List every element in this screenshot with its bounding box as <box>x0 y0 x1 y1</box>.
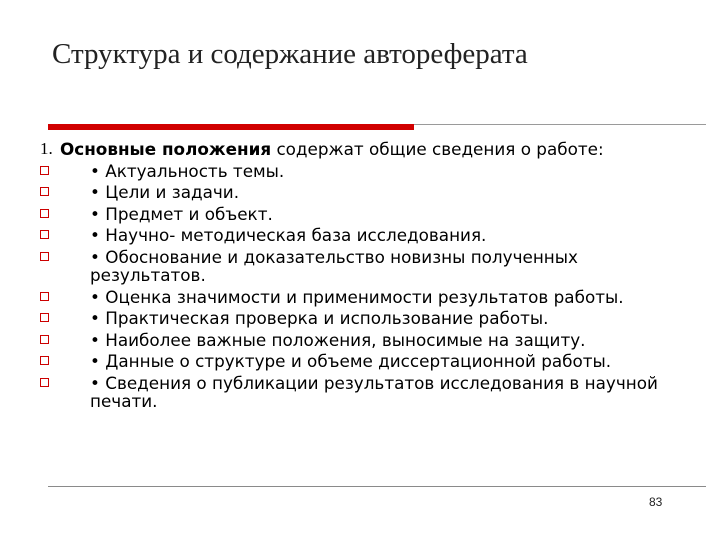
intro-rest: содержат общие сведения о работе: <box>271 139 604 159</box>
list-item <box>40 183 680 202</box>
intro-number: 1. <box>40 139 53 158</box>
square-bullet-icon <box>40 335 49 344</box>
square-bullet-icon <box>40 313 49 322</box>
square-bullet-icon <box>40 356 49 365</box>
square-bullet-icon <box>40 378 49 387</box>
list-item <box>40 205 680 224</box>
list-item <box>40 309 680 328</box>
list-item <box>40 288 680 307</box>
list-item <box>40 374 680 411</box>
square-bullet-icon <box>40 209 49 218</box>
footer-divider <box>48 486 706 487</box>
slide-body <box>40 140 680 411</box>
intro-bold: Основные положения <box>60 139 272 159</box>
list-item-text: • Предмет и объект. <box>90 203 273 224</box>
page-number: 83 <box>649 495 663 509</box>
intro-text <box>60 140 620 159</box>
list-item-text: • Наиболее важные положения, выносимые на защиту. <box>90 329 586 350</box>
list-item <box>40 248 680 285</box>
square-bullet-icon <box>40 292 49 301</box>
list-item-text: • Актуальность темы. <box>90 160 285 181</box>
list-item-text: • Оценка значимости и применимости результатов работы. <box>90 286 624 307</box>
intro-paragraph <box>40 140 680 159</box>
square-bullet-icon <box>40 187 49 196</box>
list-item-text: • Цели и задачи. <box>90 182 240 202</box>
list-item <box>40 352 680 371</box>
list-item <box>40 331 680 350</box>
list-item <box>40 226 680 245</box>
square-bullet-icon <box>40 230 49 239</box>
list-item <box>40 162 680 181</box>
list-item-text: • Практическая проверка и использование работы. <box>90 308 549 328</box>
list-item-text: • Обоснование и доказательство новизны полученных результатов. <box>90 246 578 285</box>
square-bullet-icon <box>40 166 49 175</box>
title-accent-bar <box>48 124 414 130</box>
list-item-text: • Научно- методическая база исследования. <box>90 225 487 245</box>
square-bullet-icon <box>40 252 49 261</box>
list-item-text: • Данные о структуре и объеме диссертационной работы. <box>90 351 612 371</box>
list-item-text: • Сведения о публикации результатов исследования в научной печати. <box>90 372 658 411</box>
slide-title: Структура и содержание автореферата <box>52 38 528 70</box>
